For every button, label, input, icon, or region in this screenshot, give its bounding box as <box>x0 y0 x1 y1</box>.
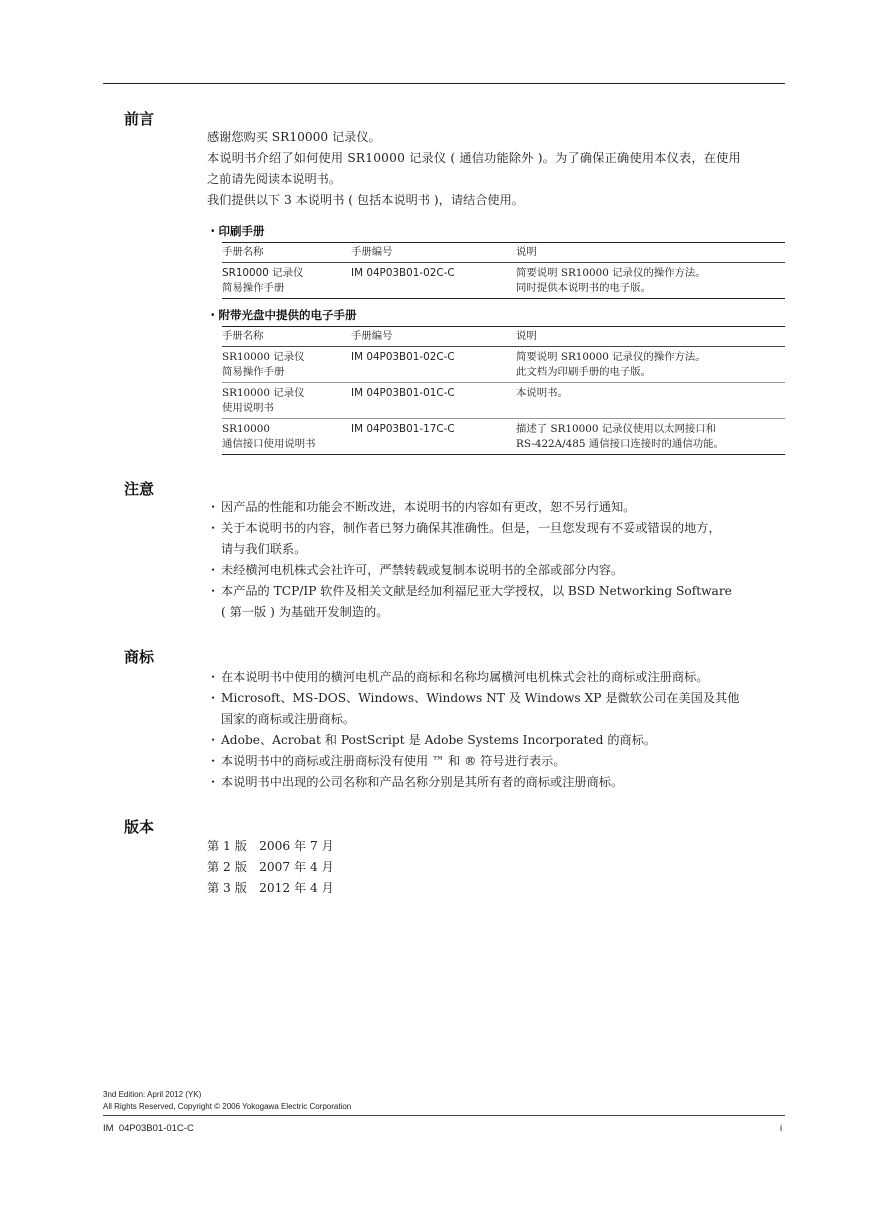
footer-copyright: All Rights Reserved, Copyright © 2006 Yokogawa Electric Corporation <box>103 1102 352 1111</box>
col-header-number: 手册编号 <box>351 246 393 258</box>
notice-text: 请与我们联系。 <box>221 542 307 556</box>
notice-text: 未经横河电机株式会社许可，严禁转载或复制本说明书的全部或部分内容。 <box>221 563 624 577</box>
notice-text: 本产品的 TCP/IP 软件及相关文献是经加利福尼亚大学授权，以 BSD Networking Software <box>221 584 732 598</box>
section-title-preface: 前言 <box>124 110 155 128</box>
list-item <box>207 688 785 730</box>
manual-desc-line: 简要说明 SR10000 记录仪的操作方法。 <box>516 351 706 363</box>
list-item <box>207 751 785 772</box>
manual-desc-line: RS-422A/485 通信接口连接时的通信功能。 <box>516 438 724 450</box>
col-header-desc: 说明 <box>516 246 537 258</box>
bullet: ・ <box>207 733 220 747</box>
manual-name-cell <box>222 347 351 383</box>
manual-name-line: 简易操作手册 <box>222 366 285 378</box>
table-header-row <box>222 243 785 263</box>
manual-desc-cell <box>516 419 785 455</box>
manual-name-line: SR10000 记录仪 <box>222 267 304 279</box>
preface-line: 之前请先阅读本说明书。 <box>207 172 342 186</box>
bullet: ・ <box>207 754 220 768</box>
manual-desc-line: 此文档为印刷手册的电子版。 <box>516 366 652 378</box>
manual-name-line: SR10000 记录仪 <box>222 351 305 363</box>
preface-line: 我们提供以下 3 本说明书 ( 包括本说明书 )，请结合使用。 <box>207 193 524 207</box>
trademark-text: Adobe、Acrobat 和 PostScript 是 Adobe Systems Incorporated 的商标。 <box>221 733 657 747</box>
manual-number-cell: IM 04P03B01-17C-C <box>351 423 455 435</box>
section-title-trademark: 商标 <box>124 648 155 666</box>
col-header-desc: 说明 <box>516 330 537 342</box>
footer-page-number: i <box>780 1123 783 1134</box>
list-item <box>207 730 785 751</box>
col-header-name: 手册名称 <box>222 246 264 258</box>
footer-doc-number: IM 04P03B01-01C-C <box>103 1123 194 1134</box>
list-item <box>207 497 785 518</box>
manual-number-cell: IM 04P03B01-02C-C <box>351 267 455 279</box>
manual-desc-cell <box>516 383 785 419</box>
trademark-text: 本说明书中的商标或注册商标没有使用 ™ 和 ® 符号进行表示。 <box>221 754 566 768</box>
preface-line: 感谢您购买 SR10000 记录仪。 <box>207 130 381 144</box>
electronic-manuals-table <box>222 326 785 455</box>
notice-text: 关于本说明书的内容，制作者已努力确保其准确性。但是，一旦您发现有不妥或错误的地方， <box>221 521 721 535</box>
preface-body <box>207 127 785 211</box>
list-item <box>207 772 785 793</box>
bullet: ・ <box>207 691 220 705</box>
list-item <box>207 560 785 581</box>
list-item <box>207 518 785 560</box>
bullet: ・ <box>207 775 220 789</box>
footer-edition-block <box>103 1089 351 1113</box>
manual-desc-line: 本说明书。 <box>516 387 568 399</box>
section-title-edition: 版本 <box>124 818 155 836</box>
table-header-row <box>222 327 785 347</box>
notice-text: ( 第一版 ) 为基础开发制造的。 <box>221 605 389 619</box>
trademark-text: 本说明书中出现的公司名称和产品名称分别是其所有者的商标或注册商标。 <box>221 775 624 789</box>
trademark-text: Microsoft、MS-DOS、Windows、Windows NT 及 Windows XP 是微软公司在美国及其他 <box>221 691 740 705</box>
col-header-number: 手册编号 <box>351 330 393 342</box>
electronic-manuals-title: ・附带光盘中提供的电子手册 <box>207 308 357 322</box>
manual-desc-line: 描述了 SR10000 记录仪使用以太网接口和 <box>516 423 717 435</box>
printed-manuals-title: ・印刷手册 <box>207 224 265 238</box>
footer-edition: 3nd Edition: April 2012 (YK) <box>103 1090 202 1099</box>
manual-desc-cell <box>516 263 785 299</box>
bullet: ・ <box>207 584 220 598</box>
manual-desc-line: 简要说明 SR10000 记录仪的操作方法。 <box>516 267 706 279</box>
manual-name-line: SR10000 记录仪 <box>222 387 305 399</box>
table-row <box>222 263 785 299</box>
footer-rule <box>103 1115 785 1116</box>
manual-name-cell <box>222 419 351 455</box>
list-item <box>207 581 785 623</box>
manual-name-line: 简易操作手册 <box>222 282 285 294</box>
trademark-text: 国家的商标或注册商标。 <box>221 712 356 726</box>
bullet: ・ <box>207 500 220 514</box>
printed-manuals-table <box>222 242 785 299</box>
manual-number-cell: IM 04P03B01-02C-C <box>351 351 455 363</box>
trademark-text: 在本说明书中使用的横河电机产品的商标和名称均属横河电机株式会社的商标或注册商标。 <box>221 670 709 684</box>
edition-list <box>207 836 334 899</box>
manual-name-line: 使用说明书 <box>222 402 274 414</box>
table-row <box>222 347 785 383</box>
bullet: ・ <box>207 563 220 577</box>
section-title-notice: 注意 <box>124 480 155 498</box>
manual-desc-line: 同时提供本说明书的电子版。 <box>516 282 652 294</box>
edition-item: 第 2 版 2007 年 4 月 <box>207 860 334 874</box>
manual-name-cell <box>222 263 351 299</box>
manual-name-line: SR10000 <box>222 423 270 435</box>
manual-name-line: 通信接口使用说明书 <box>222 438 316 450</box>
trademark-list <box>207 667 785 793</box>
notice-text: 因产品的性能和功能会不断改进，本说明书的内容如有更改，恕不另行通知。 <box>221 500 636 514</box>
manual-name-cell <box>222 383 351 419</box>
bullet: ・ <box>207 670 220 684</box>
col-header-name: 手册名称 <box>222 330 264 342</box>
list-item <box>207 667 785 688</box>
preface-line: 本说明书介绍了如何使用 SR10000 记录仪 ( 通信功能除外 )。为了确保正确使用本仪表，在使用 <box>207 151 741 165</box>
manual-desc-cell <box>516 347 785 383</box>
edition-item: 第 1 版 2006 年 7 月 <box>207 839 334 853</box>
edition-item: 第 3 版 2012 年 4 月 <box>207 881 334 895</box>
manual-number-cell: IM 04P03B01-01C-C <box>351 387 455 399</box>
table-row <box>222 419 785 455</box>
bullet: ・ <box>207 521 220 535</box>
top-rule <box>103 83 785 84</box>
table-row <box>222 383 785 419</box>
notice-list <box>207 497 785 623</box>
